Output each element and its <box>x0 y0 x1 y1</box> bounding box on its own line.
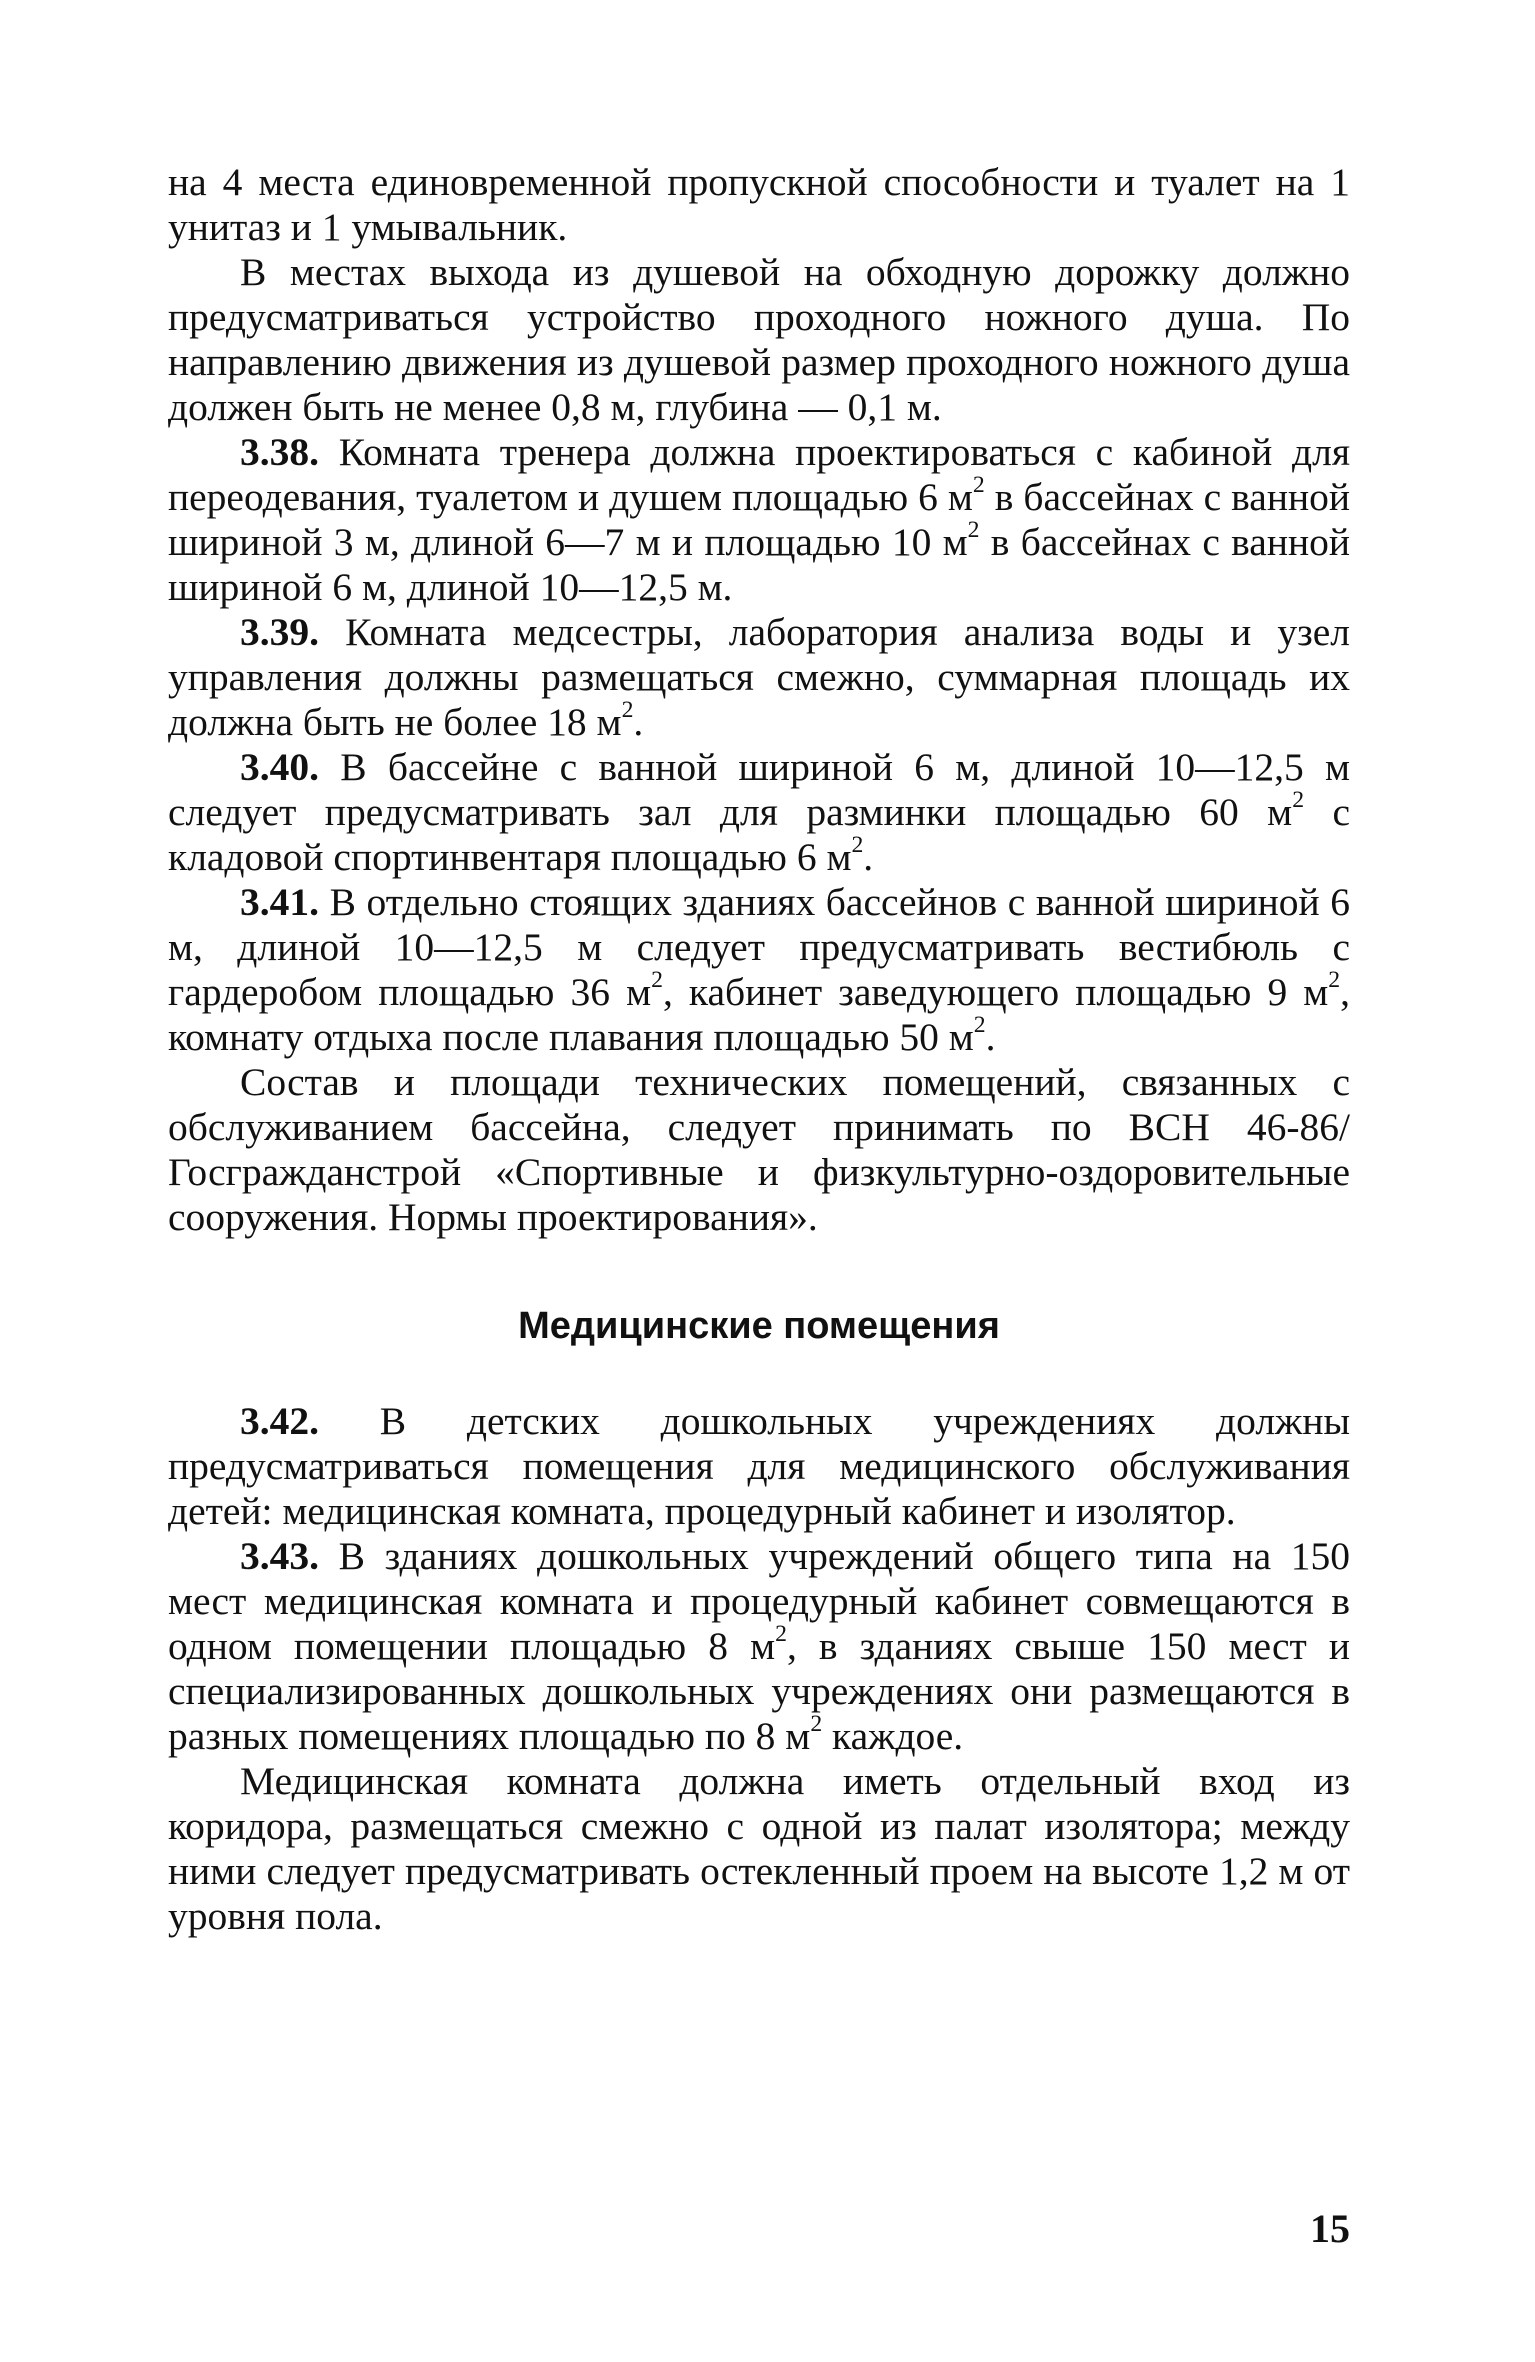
paragraph-text: . <box>863 835 874 879</box>
paragraph-text: в бассейнах с ванной шириной 3 м, длиной 6—7 м и площадью 10 м <box>168 475 1350 564</box>
superscript: 2 <box>651 967 663 994</box>
paragraph-text: В отдельно стоящих зданиях бассейнов с ванной шириной 6 м, длиной 10—12,5 м следует предусматривать вестибюль с гардеробом площадью 36 м <box>168 880 1351 1014</box>
superscript: 2 <box>775 1621 787 1648</box>
paragraph-text: . <box>985 1015 996 1059</box>
superscript: 2 <box>1292 787 1305 814</box>
paragraph-continuation <box>168 160 1350 250</box>
paragraph-text: на 4 места единовременной пропускной способности и туалет на 1 унитаз и 1 умывальник. <box>168 160 1350 249</box>
paragraph-text: В местах выхода из душевой на обходную дорожку должно предусматриваться устройство проходного ножного душа. По направлению движения из душевой размер проходного ножного душа должен быть не менее 0,8 м, глубина — 0,1 м. <box>168 250 1350 429</box>
paragraph-text: , в зданиях свыше 150 мест и специализированных дошкольных учреждениях они размещаются в разных помещениях площадью по 8 м <box>168 1624 1350 1758</box>
paragraph-3-40 <box>168 745 1350 880</box>
paragraph-text: Комната медсестры, лаборатория анализа воды и узел управления должны размещаться смежно, суммарная площадь их должна быть не более 18 м <box>168 610 1351 744</box>
superscript: 2 <box>810 1711 823 1738</box>
paragraph-number: 3.40. <box>240 745 319 789</box>
paragraph-foot-shower <box>168 250 1350 430</box>
document-page <box>168 160 1350 1939</box>
paragraph-text: , комнату отдыха после плавания площадью 50 м <box>168 970 1350 1059</box>
superscript: 2 <box>621 697 634 724</box>
superscript: 2 <box>1328 967 1341 994</box>
paragraph-number: 3.39. <box>240 610 319 654</box>
superscript: 2 <box>851 832 864 859</box>
page-number: 15 <box>1310 2206 1350 2251</box>
paragraph-number: 3.38. <box>240 430 319 474</box>
paragraph-number: 3.42. <box>240 1399 319 1443</box>
paragraph-text: В детских дошкольных учреждениях должны предусматриваться помещения для медицинского обслуживания детей: медицинская комната, процедурный кабинет и изолятор. <box>168 1399 1350 1533</box>
paragraph-3-39 <box>168 610 1350 745</box>
paragraph-text: . <box>633 700 644 744</box>
paragraph-text: Состав и площади технических помещений, связанных с обслуживанием бассейна, следует принимать по ВСН 46-86/Госгражданстрой «Спортивные и физкультурно-оздоровительные сооружения. Нормы проектирования». <box>168 1060 1350 1239</box>
paragraph-text: в бассейнах с ванной шириной 6 м, длиной 10—12,5 м. <box>168 520 1350 609</box>
paragraph-text: В зданиях дошкольных учреждений общего типа на 150 мест медицинская комната и процедурный кабинет совмещаются в одном помещении площадью 8 м <box>168 1534 1350 1668</box>
superscript: 2 <box>967 517 980 544</box>
paragraph-3-38 <box>168 430 1350 610</box>
superscript: 2 <box>973 1012 986 1039</box>
paragraph-medical-room <box>168 1759 1350 1939</box>
paragraph-number: 3.41. <box>240 880 319 924</box>
paragraph-3-41 <box>168 880 1350 1060</box>
paragraph-3-43 <box>168 1534 1350 1759</box>
paragraph-text: каждое. <box>822 1714 964 1758</box>
paragraph-text: с кладовой спортинвентаря площадью 6 м <box>168 790 1350 879</box>
paragraph-technical-rooms <box>168 1060 1350 1240</box>
section-heading: Медицинские помещения <box>518 1305 1000 1347</box>
paragraph-number: 3.43. <box>240 1534 319 1578</box>
paragraph-3-42 <box>168 1399 1350 1534</box>
paragraph-text: Комната тренера должна проектироваться с кабиной для переодевания, туалетом и душем площадью 6 м <box>168 430 1351 519</box>
paragraph-text: Медицинская комната должна иметь отдельный вход из коридора, размещаться смежно с одной из палат изолятора; между ними следует предусматривать остекленный проем на высоте 1,2 м от уровня пола. <box>168 1759 1350 1938</box>
superscript: 2 <box>972 472 985 499</box>
paragraph-text: В бассейне с ванной шириной 6 м, длиной 10—12,5 м следует предусматривать зал для разминки площадью 60 м <box>168 745 1350 834</box>
paragraph-text: , кабинет заведующего площадью 9 м <box>662 970 1329 1014</box>
